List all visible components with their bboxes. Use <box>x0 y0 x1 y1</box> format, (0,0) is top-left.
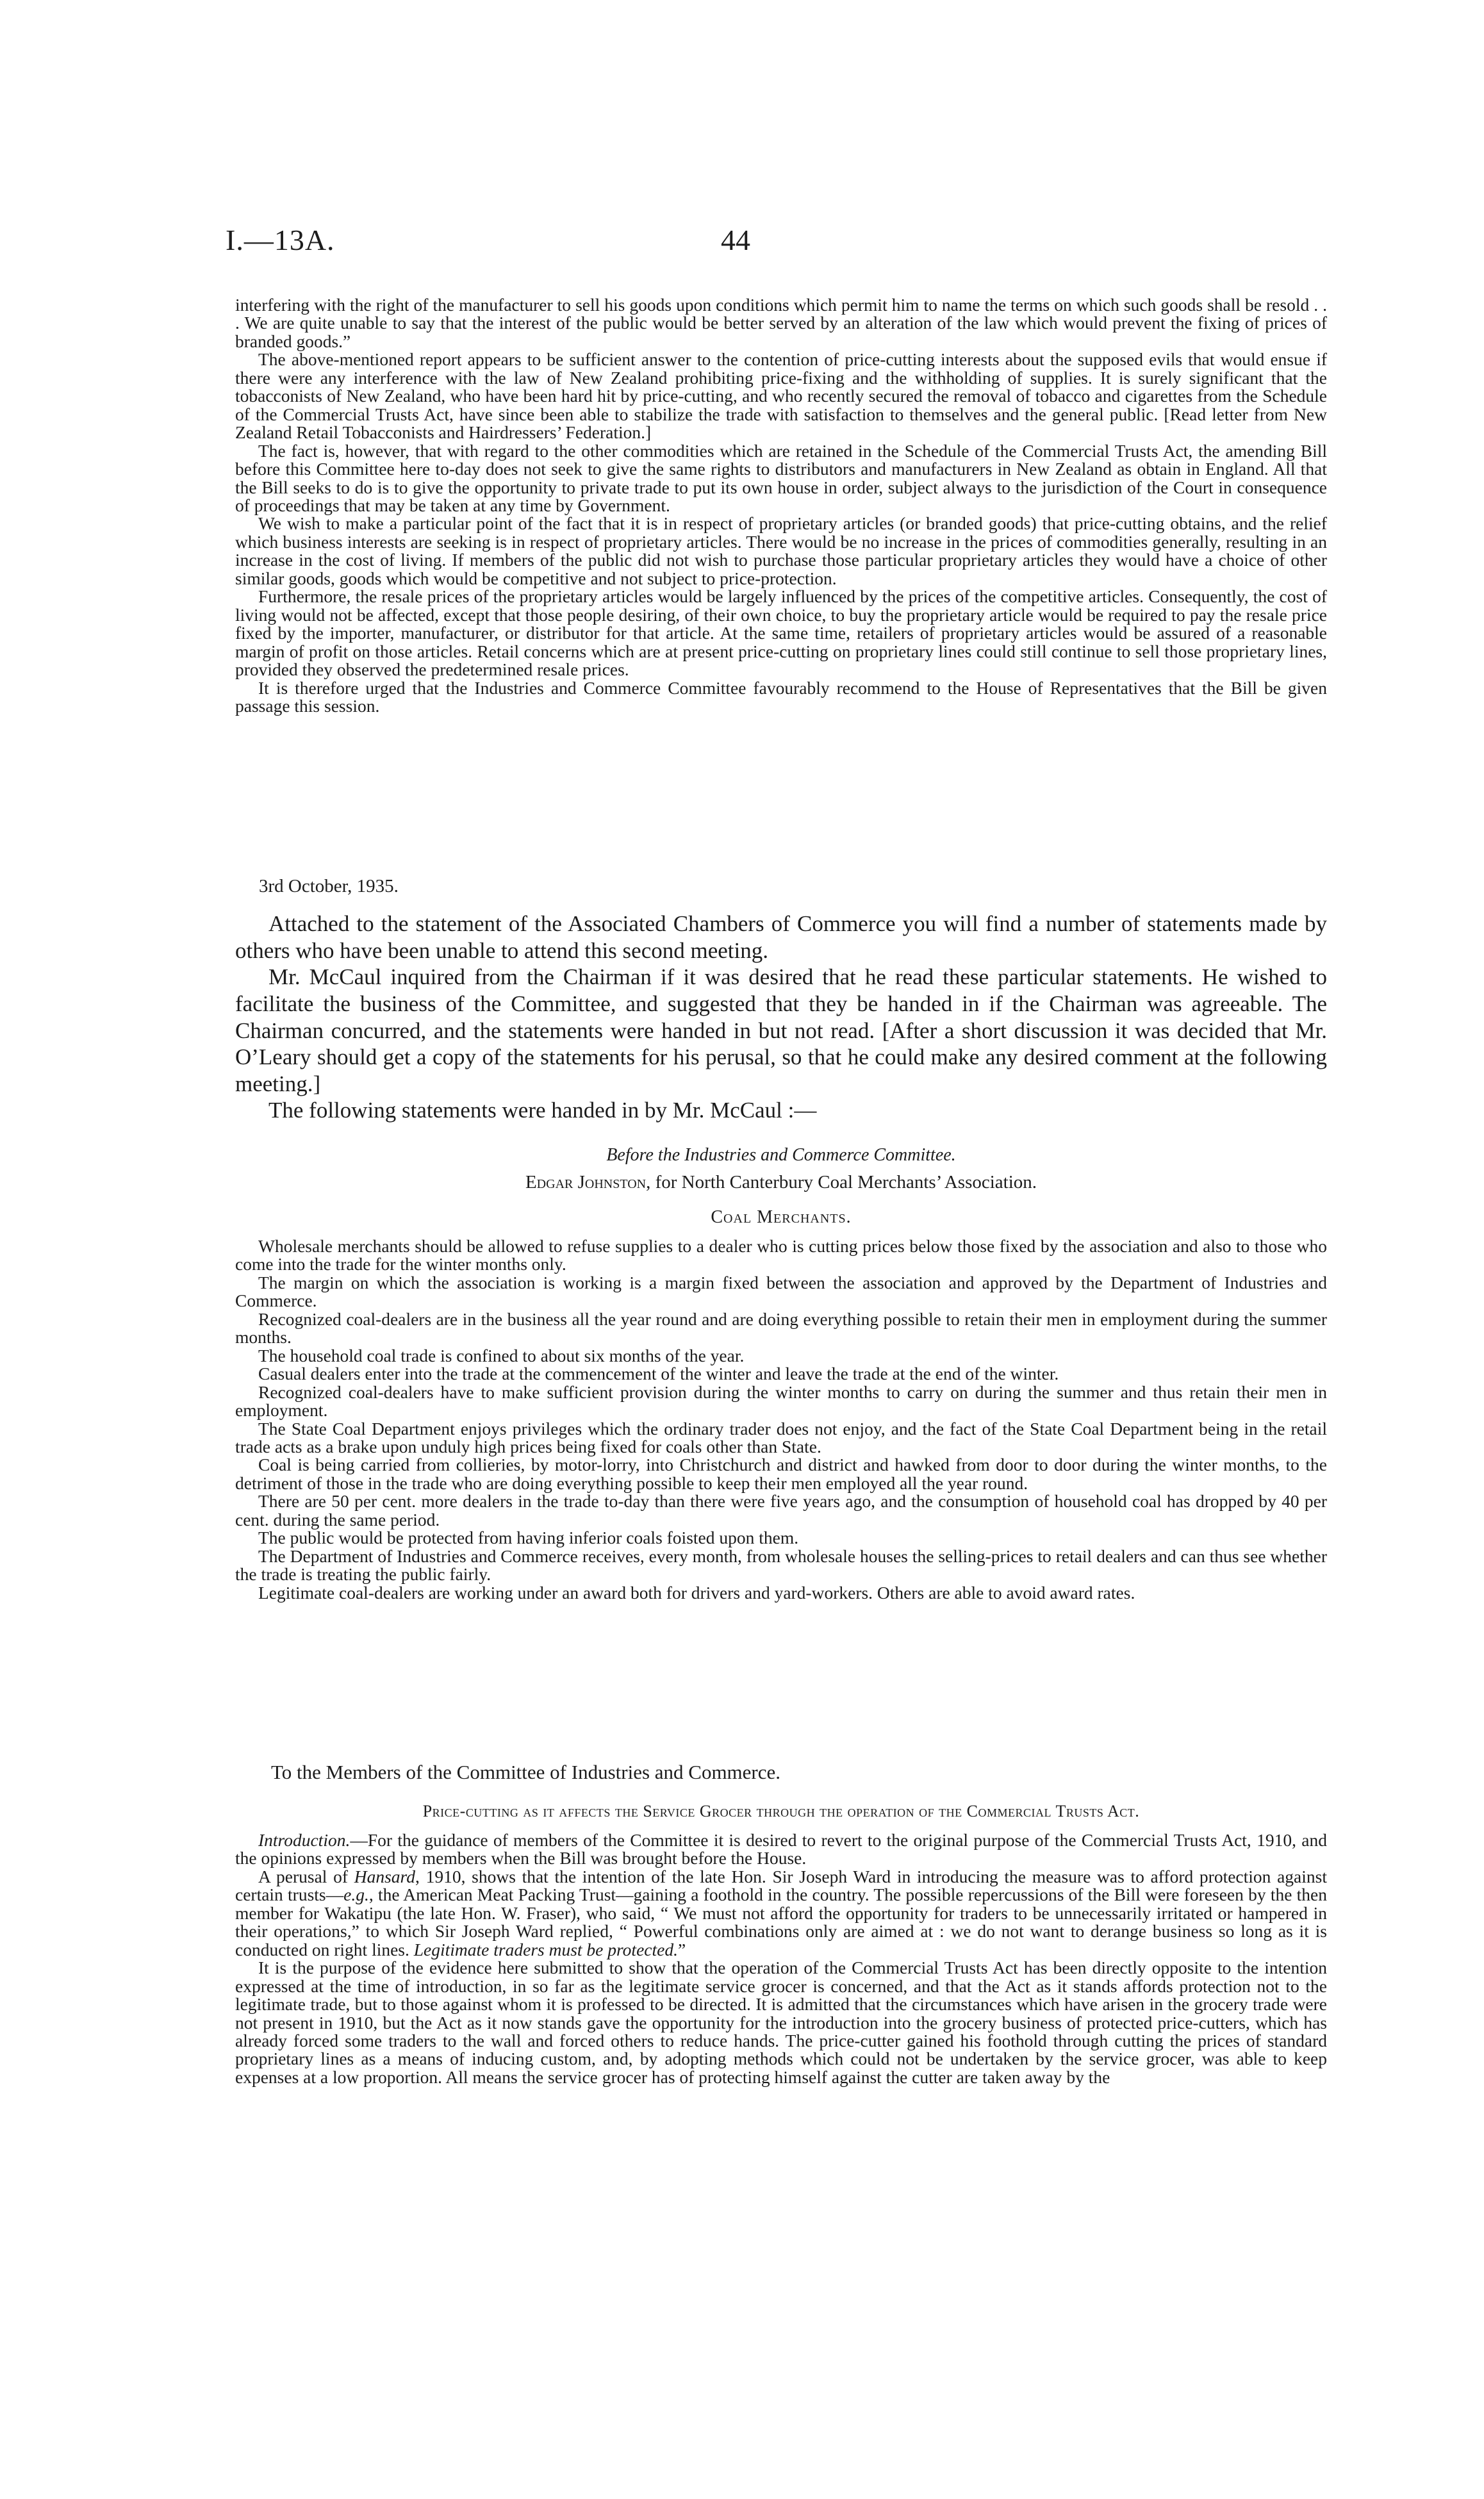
paragraph: Furthermore, the resale prices of the proprietary articles would be largely influenced by the prices of the competitive articles. Consequently, the cost of living would not be affected, except that those people desiring, of their own choice, to buy the proprietary article would be required to pay the resale price fixed by the importer, manufacturer, or distributor for that article. At the same time, retailers of proprietary articles would be assured of a reasonable margin of profit on those articles. Retail concerns which are at present price-cutting on proprietary lines could still continue to sell those proprietary lines, provided they observed the predetermined resale prices. <box>235 586 1327 680</box>
report-code: I.—13A. <box>226 224 335 256</box>
paragraph: The margin on which the association is working is a margin fixed between the association and approved by the Department of Industries and Commerce. <box>235 1272 1327 1311</box>
paragraph: The public would be protected from having inferior coals foisted upon them. <box>258 1528 799 1548</box>
witness-name: Edgar Johnston <box>525 1172 647 1192</box>
middle-section <box>235 911 1327 1124</box>
page-number: 44 <box>721 224 750 256</box>
paragraph: The above-mentioned report appears to be sufficient answer to the contention of price-cutting interests about the supposed evils that would ensue if there were any interference with the law of New Zealand prohibiting price-fixing and the withholding of supplies. It is surely significant that the tobacconists of New Zealand, who have been hard hit by price-cutting, and who recently secured the removal of tobacco and cigarettes from the Schedule of the Commercial Trusts Act, have since been able to stabilize the trade with satisfaction to themselves and the general public. [Read letter from New Zealand Retail Tobacconists and Hairdressers’ Federation.] <box>235 349 1327 443</box>
top-section <box>235 296 1327 715</box>
paragraph: interfering with the right of the manufacturer to sell his goods upon conditions which permit him to name the terms on which such goods shall be resold . . . We are quite unable to say that the interest of the public would be better served by an alteration of the law which would prevent the fixing of prices of branded goods.” <box>235 295 1327 351</box>
statement-date: 3rd October, 1935. <box>259 876 399 896</box>
paragraph: Legitimate coal-dealers are working under an award both for drivers and yard-workers. Others are able to avoid award rates. <box>258 1582 1135 1603</box>
paragraph: We wish to make a particular point of the fact that it is in respect of proprietary articles (or branded goods) that price-cutting obtains, and the relief which business interests are seeking is in respect of proprietary articles. There would be no increase in the prices of commodities generally, resulting in an increase in the cost of living. If members of the public did not wish to purchase those particular proprietary articles they would have a choice of other similar goods, goods which would be competitive and not subject to price-protection. <box>235 513 1327 588</box>
paragraph: Recognized coal-dealers have to make sufficient provision during the winter months to carry on during the summer and thus retain their men in employment. <box>235 1381 1327 1421</box>
text-run: , the American Meat Packing Trust—gaining a foothold in the country. The possible repercussions of the Bill were foreseen by the then member for Wakatipu (the late Hon. W. Fraser), who said, “ We must not afford the opportunity for traders to be unnecessarily irritated or hampered in their operations,” to which Sir Joseph Ward replied, “ Powerful combinations only are aimed at : we do not want to derange business so long as it is conducted on right lines. <box>235 1885 1327 1959</box>
paragraph: The household coal trade is confined to about six months of the year. <box>258 1345 745 1365</box>
paragraph: The following statements were handed in by Mr. McCaul :— <box>268 1098 817 1123</box>
introduction-text: —For the guidance of members of the Committee it is desired to revert to the original purpose of the Commercial Trusts Act, 1910, and the opinions expressed by members when the Bill was brought before the House. <box>235 1830 1327 1868</box>
paragraph-hansard <box>235 1868 1327 1959</box>
committee-heading: Before the Industries and Commerce Committee. <box>606 1145 956 1165</box>
section-title-coal: Coal Merchants. <box>711 1207 852 1227</box>
paragraph: Coal is being carried from collieries, by motor-lorry, into Christchurch and district and hawked from door to door during the winter months, to the detriment of those in the trade who are doing everything possible to keep their men employed all the year round. <box>235 1455 1327 1493</box>
text-run: ” <box>677 1939 686 1959</box>
text-run: A perusal of <box>258 1866 354 1886</box>
grocer-section <box>235 1831 1327 2086</box>
paragraph: The Department of Industries and Commerce receives, every month, from wholesale houses the selling-prices to retail dealers and can thus see whether the trade is treating the public fairly. <box>235 1546 1327 1585</box>
addressee-heading: To the Members of the Committee of Industries and Commerce. <box>271 1761 781 1783</box>
text-run: e.g. <box>343 1885 369 1905</box>
paragraph-introduction <box>235 1831 1327 1868</box>
paragraph: The State Coal Department enjoys privileges which the ordinary trader does not enjoy, and the fact of the State Coal Department being in the retail trade acts as a brake upon unduly high prices being fixed for coals other than State. <box>235 1418 1327 1456</box>
paragraph: The fact is, however, that with regard to the other commodities which are retained in the Schedule of the Commercial Trusts Act, the amending Bill before this Committee here to-day does not seek to give the same rights to distributors and manufacturers in New Zealand as obtain in England. All that the Bill seeks to do is to give the opportunity to private trade to put its own house in order, subject always to the jurisdiction of the Court in consequence of proceedings that may be taken at any time by Government. <box>235 440 1327 515</box>
paragraph: Wholesale merchants should be allowed to refuse supplies to a dealer who is cutting prices below those fixed by the association and also to those who come into the trade for the winter months only. <box>235 1236 1327 1274</box>
coal-section <box>235 1237 1327 1602</box>
paragraph: There are 50 per cent. more dealers in the trade to-day than there were five years ago, and the consumption of household coal has dropped by 40 per cent. during the same period. <box>235 1491 1327 1530</box>
paragraph: It is the purpose of the evidence here submitted to show that the operation of the Commercial Trusts Act has been directly opposite to the intention expressed at the time of introduction, in so far as the legitimate service grocer is concerned, and that the Act as it stands affords protection not to the legitimate trade, but to those against whom it is professed to be directed. It is admitted that the circumstances which have arisen in the grocery trade were not present in 1910, but the Act as it now stands gave the opportunity for the introduction into the grocery business of protected price-cutters, which has already forced some traders to the wall and forced others to reduce hands. The price-cutter gained his foothold through cutting the prices of standard proprietary lines as a means of inducing custom, and, by adopting methods which could not be undertaken by the service grocer, was able to keep expenses at a low proportion. All means the service grocer has of protecting himself against the cutter are taken away by the <box>235 1958 1327 2087</box>
paragraph: Attached to the statement of the Associated Chambers of Commerce you will find a number of statements made by others who have been unable to attend this second meeting. <box>235 911 1327 963</box>
introduction-label: Introduction. <box>258 1830 350 1850</box>
paragraph: Recognized coal-dealers are in the business all the year round and are doing everything possible to retain their men in employment during the summer months. <box>235 1308 1327 1348</box>
quote-emphasis: Legitimate traders must be protected. <box>413 1939 678 1959</box>
hansard-title: Hansard <box>354 1866 415 1886</box>
paragraph: It is therefore urged that the Industries and Commerce Committee favourably recommend to the House of Representatives that the Bill be given passage this session. <box>235 677 1327 716</box>
section-title-grocer: Price-cutting as it affects the Service Grocer through the operation of the Commercial Trusts Act. <box>422 1802 1140 1820</box>
witness-heading <box>235 1172 1327 1193</box>
witness-affiliation: , for North Canterbury Coal Merchants’ Association. <box>646 1172 1037 1192</box>
paragraph: Mr. McCaul inquired from the Chairman if it was desired that he read these particular statements. He wished to facilitate the business of the Committee, and suggested that they be handed in if the Chairman was agreeable. The Chairman concurred, and the statements were handed in but not read. [After a short discussion it was decided that Mr. O’Leary should get a copy of the statements for his perusal, so that he could make any desired comment at the following meeting.] <box>235 964 1327 1096</box>
paragraph: Casual dealers enter into the trade at the commencement of the winter and leave the trade at the end of the winter. <box>258 1364 1059 1384</box>
text-run: , 1910, shows that the intention of the late Hon. Sir Joseph Ward in introducing the measure was to afford protection against certain trusts— <box>235 1866 1327 1905</box>
